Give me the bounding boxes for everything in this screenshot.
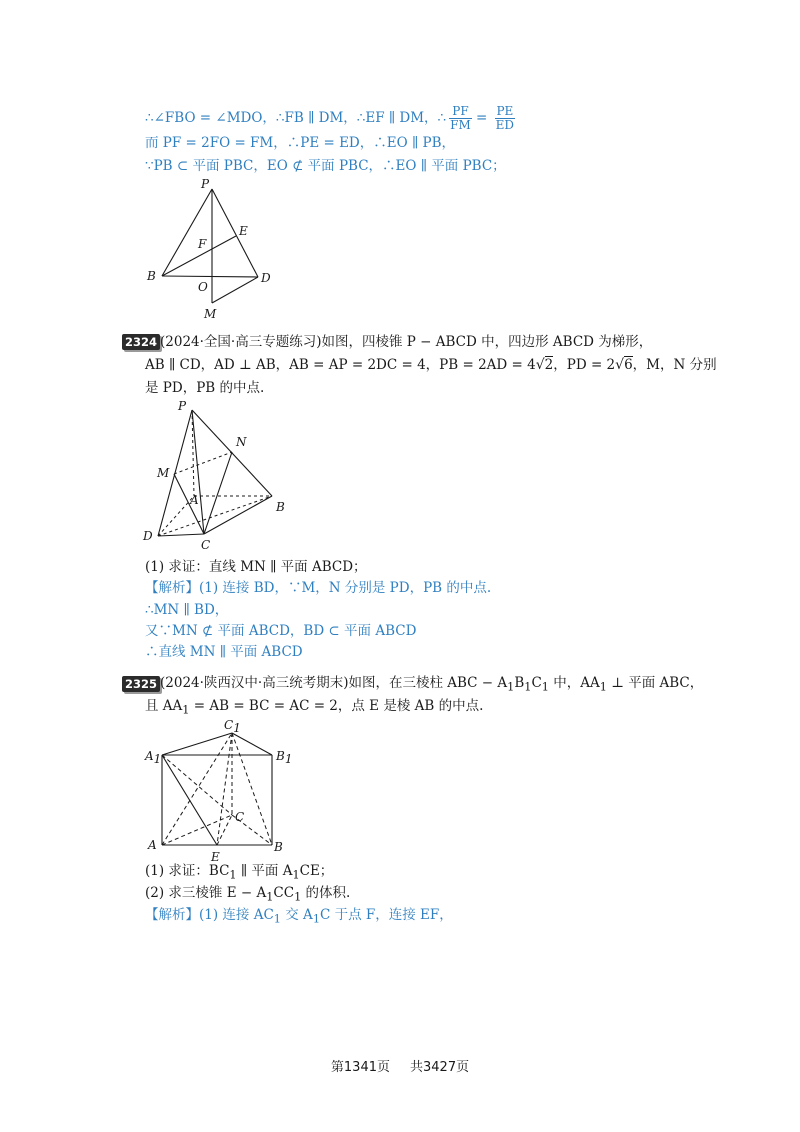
problem-2324-line-3: 是 PD，PB 的中点. [145,380,265,396]
problem-number-badge: 2325 [122,676,160,692]
fraction-pe-ed: $\frac{PE}{ED}$ [495,104,515,132]
label-b: B [274,840,283,854]
prev-line-1: ∴∠FBO = ∠MDO，∴FB ∥ DM，∴EF ∥ DM，∴ $\frac{PF}{FM}$ = $\frac{PE}{ED}$ [145,104,515,132]
label-d: D [143,529,153,543]
page-number: 第1341页 [330,1060,390,1075]
label-m: M [204,307,217,321]
problem-2325-line-2: 且 $AA_1$ = AB = BC = AC = 2，点 E 是棱 AB 的中点. [145,698,484,717]
figure-triangle-pbd [140,175,280,323]
edge-dc [158,534,204,536]
page-footer [0,1056,800,1075]
label-a: A [190,493,199,507]
figure-pyramid-pabcd [140,398,300,558]
edge-c1b1 [232,733,272,755]
label-b1: B1 [276,749,293,766]
label-a: A [148,838,157,852]
label-e: E [239,224,248,238]
problem-2324-solution-3: 又∵MN ⊄ 平面 ABCD，BD ⊂ 平面 ABCD [145,623,417,639]
label-f: F [198,237,207,251]
edge-mn [174,452,232,474]
edge-pd [212,189,258,277]
label-p: P [178,399,187,413]
sqrt-sign: √ [535,357,545,373]
problem-2324-question-1: (1) 求证：直线 MN ∥ 平面 ABCD； [145,559,367,575]
edge-ac [162,815,232,845]
label-c: C [201,538,211,552]
problem-number-badge: 2324 [122,334,160,350]
edge-ac1 [162,733,232,845]
problem-2324-solution-2: ∴MN ∥ BD， [145,602,229,618]
problem-2325-question-1: (1) 求证：$BC_1$ ∥ 平面 $A_1CE$； [145,863,334,882]
label-e: E [211,850,220,864]
edge-cb [204,496,272,534]
edge-a1c [162,755,232,815]
total-pages: 共3427页 [410,1060,470,1075]
problem-2324-solution-1: 【解析】(1) 连接 BD，∵M，N 分别是 PD，PB 的中点. [145,580,492,596]
label-b: B [276,500,285,514]
label-d: D [261,271,271,285]
sqrt-sign: √ [615,357,625,373]
problem-2324-line-2: AB ∥ CD，AD ⊥ AB，AB = AP = 2DC = 4，PB = 2AD = 4√2，PD = 2√6，M，N 分别 [145,357,717,373]
edge-md [212,277,258,303]
problem-2324-line-1: (2024·全国·高三专题练习)如图，四棱锥 P − ABCD 中，四边形 ABCD 为梯形， [160,334,653,350]
edge-nc [204,452,232,534]
fraction-pf-fm: $\frac{PF}{FM}$ [450,104,471,132]
edge-c1b [232,733,272,845]
edge-a1c1 [162,733,232,755]
problem-2324-solution-4: ∴直线 MN ∥ 平面 ABCD [145,644,303,660]
label-o: O [198,280,208,294]
problem-2325-question-2: (2) 求三棱锥 $E - A_1CC_1$ 的体积. [145,885,351,904]
label-p: P [201,177,210,191]
label-m: M [157,466,170,480]
label-a1: A1 [145,749,162,766]
prev-line-3: ∵PB ⊂ 平面 PBC，EO ⊄ 平面 PBC，∴EO ∥ 平面 PBC； [145,158,506,174]
problem-2325-line-1: (2024·陕西汉中·高三统考期末)如图，在三棱柱 ABC − $A_1B_1C_1$ 中，$AA_1$ ⊥ 平面 ABC， [160,675,704,694]
figure-triangular-prism [140,715,300,865]
label-c1: C1 [224,718,241,735]
label-n: N [236,435,247,449]
label-c: C [235,810,245,824]
edge-bd [162,276,258,277]
edge-c1e [217,733,232,845]
label-b: B [147,269,156,283]
edge-ec [217,815,232,845]
problem-2325-solution-1: 【解析】(1) 连接 $AC_1$ 交 $A_1C$ 于点 F，连接 EF， [145,907,453,926]
prev-line-2: 而 PF = 2FO = FM，∴PE = ED，∴EO ∥ PB， [145,135,455,151]
